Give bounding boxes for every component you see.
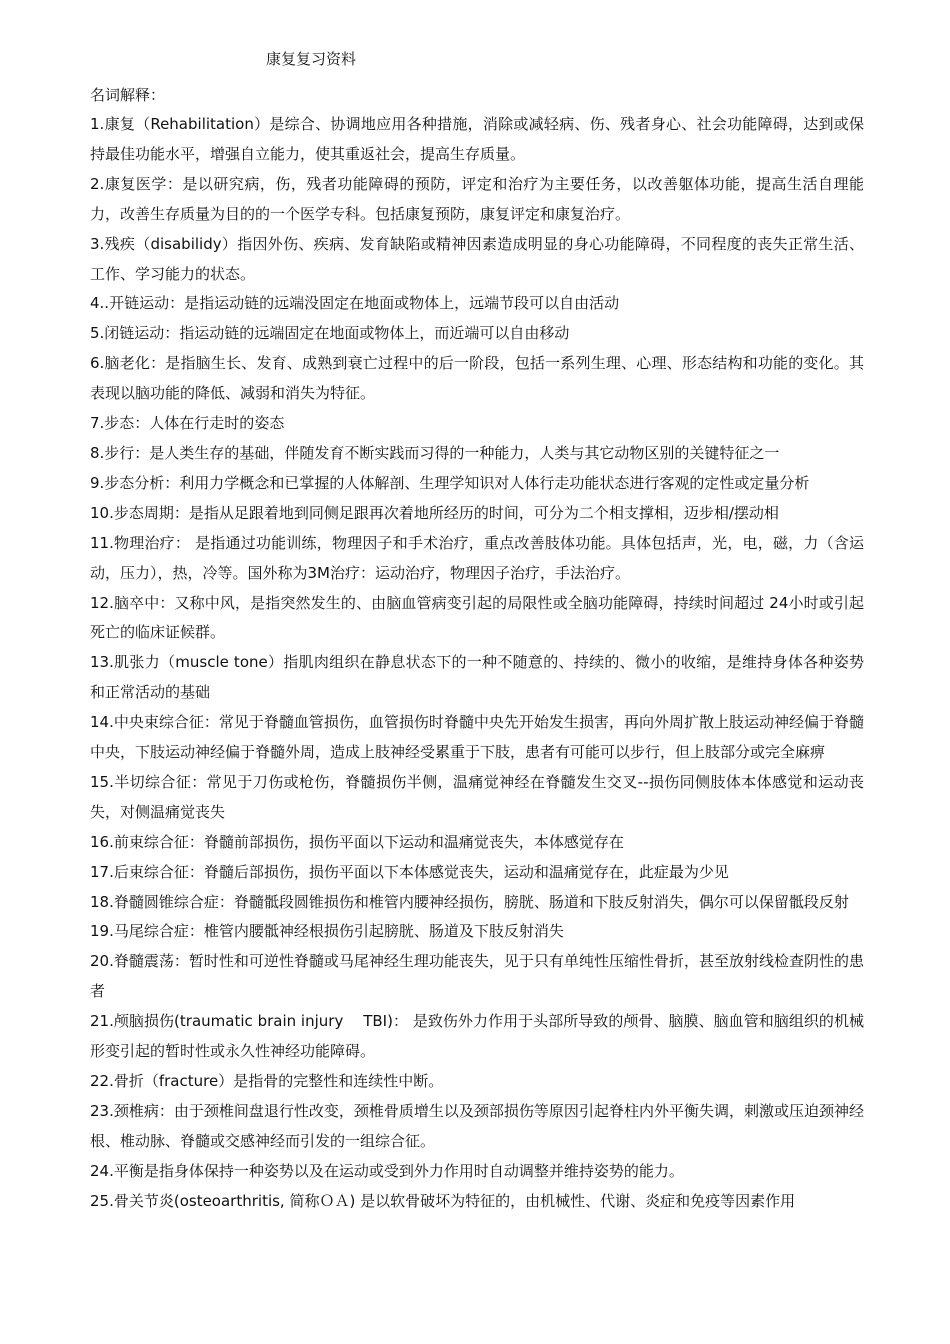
definition-entry: 16.前束综合征：脊髓前部损伤，损伤平面以下运动和温痛觉丧失，本体感觉存在 — [90, 832, 624, 851]
definition-entry: 7.步态：人体在行走时的姿态 — [90, 414, 285, 433]
definition-entry: 6.脑老化：是指脑生长、发育、成熟到衰亡过程中的后一阶段，包括一系列生理、心理、形态结构和功能的变化。其表现以脑功能的降低、减弱和消失为特征。 — [90, 354, 864, 403]
document-body — [90, 80, 864, 1217]
definition-entry: 12.脑卒中：又称中风，是指突然发生的、由脑血管病变引起的局限性或全脑功能障碍，持续时间超过 24小时或引起死亡的临床证候群。 — [90, 593, 864, 642]
definition-entry: 20.脊髓震荡：暂时性和可逆性脊髓或马尾神经生理功能丧失，见于只有单纯性压缩性骨折，甚至放射线检查阴性的患者 — [90, 952, 864, 1001]
definition-list — [90, 110, 864, 1217]
definition-entry: 24.平衡是指身体保持一种姿势以及在运动或受到外力作用时自动调整并维持姿势的能力。 — [90, 1161, 684, 1180]
definition-entry: 22.骨折（fracture）是指骨的完整性和连续性中断。 — [90, 1072, 444, 1090]
definition-entry: 21.颅脑损伤(traumatic brain injury TBI)： 是致伤外力作用于头部所导致的颅骨、脑膜、脑血管和脑组织的机械形变引起的暂时性或永久性神经功能障碍。 — [90, 1012, 864, 1061]
definition-entry: 23.颈椎病：由于颈椎间盘退行性改变，颈椎骨质增生以及颈部损伤等原因引起脊柱内外平衡失调，刺激或压迫颈神经根、椎动脉、脊髓或交感神经而引发的一组综合征。 — [90, 1101, 864, 1150]
definition-entry: 25.骨关节炎(osteoarthritis, 简称ＯＡ) 是以软骨破坏为特征的，由机械性、代谢、炎症和免疫等因素作用 — [90, 1191, 796, 1210]
definition-entry: 5.闭链运动：指运动链的远端固定在地面或物体上，而近端可以自由移动 — [90, 324, 570, 343]
definition-entry: 10.步态周期：是指从足跟着地到同侧足跟再次着地所经历的时间，可分为二个相支撑相，迈步相/摆动相 — [90, 503, 779, 522]
definition-entry: 4..开链运动：是指运动链的远端没固定在地面或物体上，远端节段可以自由活动 — [90, 294, 620, 313]
document-title: 康复复习资料 — [266, 50, 357, 68]
definition-entry: 8.步行：是人类生存的基础，伴随发育不断实践而习得的一种能力，人类与其它动物区别的关键特征之一 — [90, 443, 780, 462]
definition-entry: 9.步态分析：利用力学概念和已掌握的人体解剖、生理学知识对人体行走功能状态进行客观的定性或定量分析 — [90, 473, 810, 492]
definition-entry: 14.中央束综合征：常见于脊髓血管损伤，血管损伤时脊髓中央先开始发生损害，再向外周扩散上肢运动神经偏于脊髓中央，下肢运动神经偏于脊髓外周，造成上肢神经受累重于下肢，患者有可能可以步行，但上肢部分或完全麻痹 — [90, 713, 864, 762]
definition-entry: 3.残疾（disabilidy）指因外伤、疾病、发育缺陷或精神因素造成明显的身心功能障碍，不同程度的丧失正常生活、工作、学习能力的状态。 — [90, 234, 864, 283]
definition-entry: 15.半切综合征：常见于刀伤或枪伤，脊髓损伤半侧，温痛觉神经在脊髓发生交叉--损伤同侧肢体本体感觉和运动丧失，对侧温痛觉丧失 — [90, 772, 864, 821]
definition-entry: 11.物理治疗： 是指通过功能训练，物理因子和手术治疗，重点改善肢体功能。具体包括声，光，电，磁，力（含运动，压力），热，冷等。国外称为3M治疗：运动治疗，物理因子治疗，手法治疗。 — [90, 533, 864, 582]
section-heading: 名词解释： — [90, 86, 166, 104]
definition-entry: 19.马尾综合症：椎管内腰骶神经根损伤引起膀胱、肠道及下肢反射消失 — [90, 922, 564, 941]
definition-entry: 18.脊髓圆锥综合症：脊髓骶段圆锥损伤和椎管内腰神经损伤，膀胱、肠道和下肢反射消失，偶尔可以保留骶段反射 — [90, 892, 849, 911]
definition-entry: 13.肌张力（muscle tone）指肌肉组织在静息状态下的一种不随意的、持续的、微小的收缩，是维持身体各种姿势和正常活动的基础 — [90, 653, 864, 702]
definition-entry: 2.康复医学：是以研究病，伤，残者功能障碍的预防，评定和治疗为主要任务，以改善躯体功能，提高生活自理能力，改善生存质量为目的的一个医学专科。包括康复预防，康复评定和康复治疗。 — [90, 174, 864, 223]
definition-entry: 1.康复（Rehabilitation）是综合、协调地应用各种措施，消除或减轻病、伤、残者身心、社会功能障碍，达到或保持最佳功能水平，增强自立能力，使其重返社会，提高生存质量。 — [90, 115, 864, 163]
definition-entry: 17.后束综合征：脊髓后部损伤，损伤平面以下本体感觉丧失，运动和温痛觉存在，此症最为少见 — [90, 862, 729, 881]
